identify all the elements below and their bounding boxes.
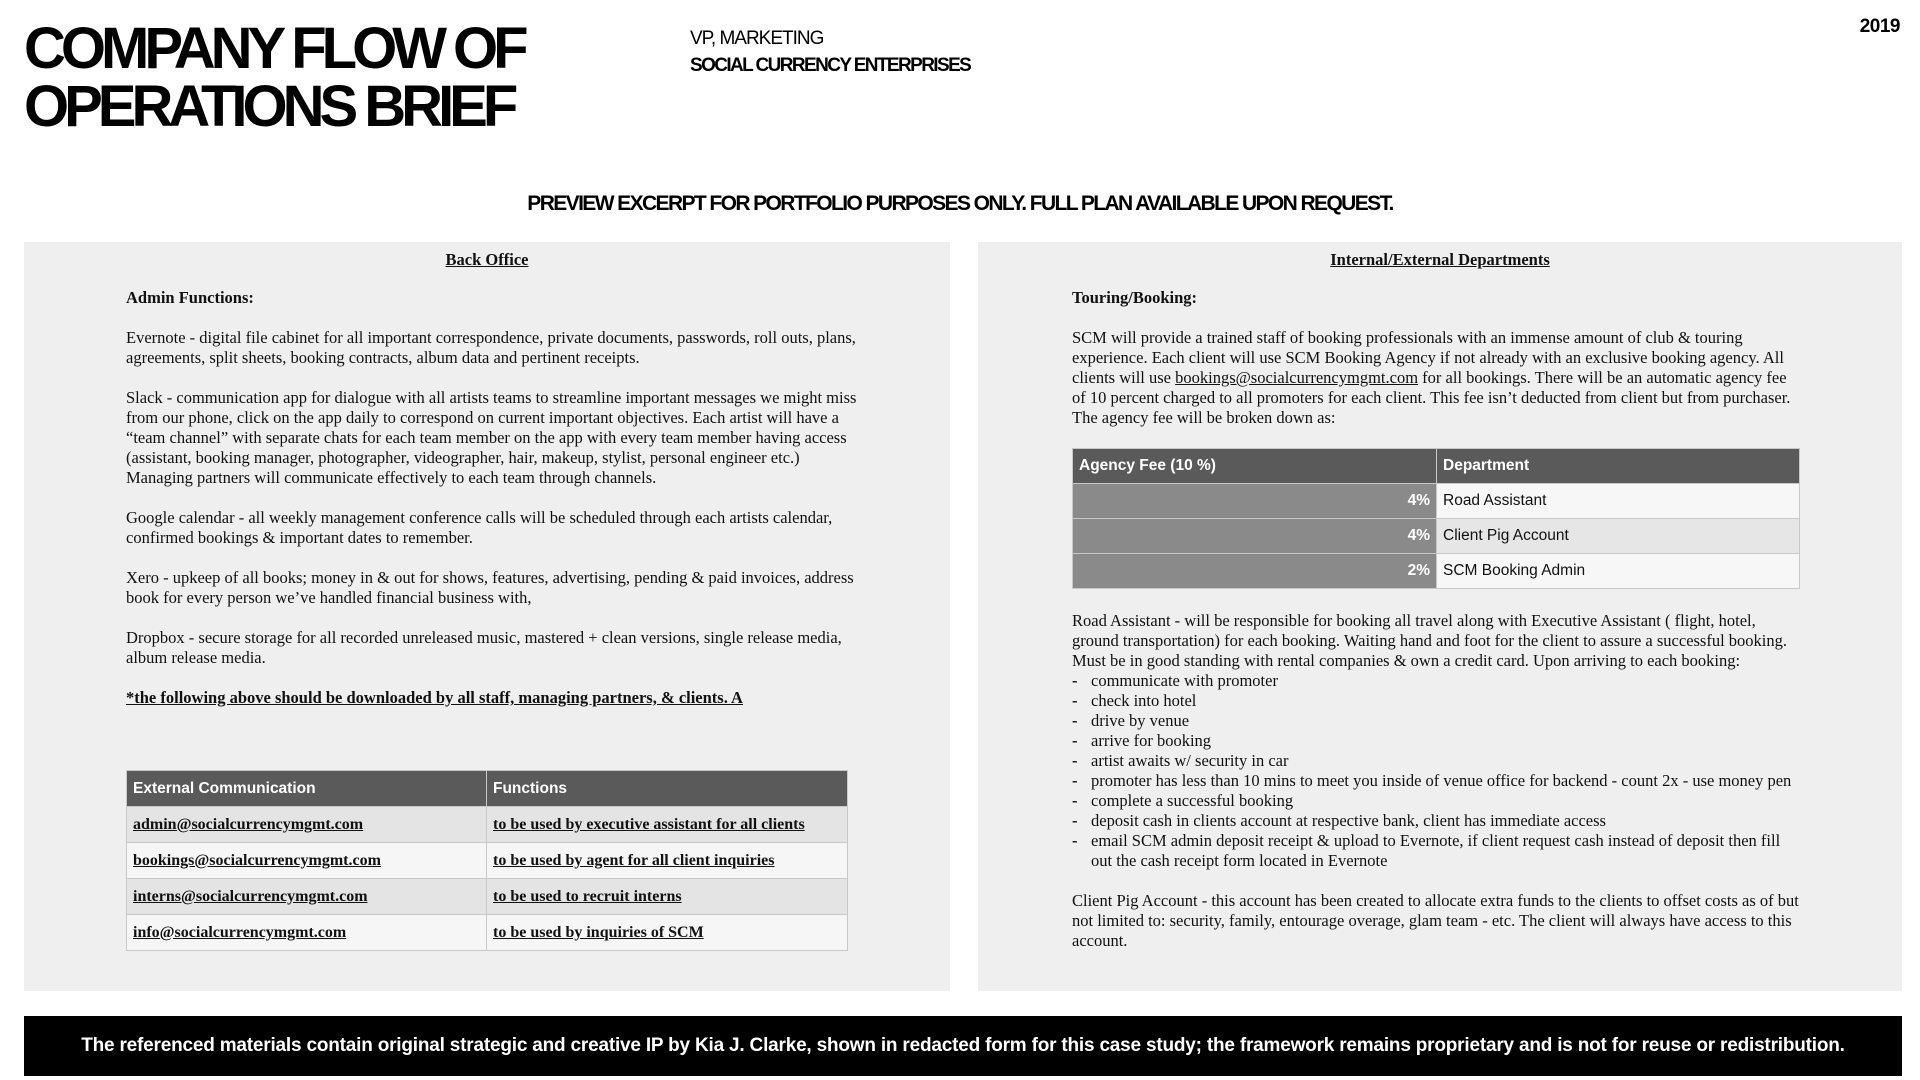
function-cell: to be used to recruit interns [487, 879, 848, 915]
fee-percent-cell: 4% [1073, 519, 1437, 554]
booking-steps-list [1072, 671, 1800, 871]
function-cell: to be used by inquiries of SCM [487, 915, 848, 951]
back-office-panel [24, 242, 950, 991]
road-assistant-paragraph: Road Assistant - will be responsible for booking all travel along with Executive Assistant ( flight, hotel, ground transportation) for each booking. Waiting hand and foot for the client to assure a successful booking. Must be in good standing with rental companies & own a credit card. Upon arriving to each booking: [1072, 611, 1788, 670]
admin-functions-subheading: Admin Functions: [126, 288, 254, 307]
touring-booking-subheading: Touring/Booking: [1072, 288, 1198, 307]
function-cell: to be used by agent for all client inquiries [487, 843, 848, 879]
table-row [127, 807, 848, 843]
ip-disclaimer-banner: The referenced materials contain original strategic and creative IP by Kia J. Clarke, shown in redacted form for this case study; the framework remains proprietary and is not for reuse or redistribution. [24, 1016, 1902, 1076]
agency-fee-table [1072, 448, 1800, 589]
column-header: Agency Fee (10 %) [1073, 449, 1437, 484]
list-item: - communicate with promoter [1072, 671, 1800, 691]
column-header: Department [1437, 449, 1800, 484]
departments-panel [978, 242, 1902, 991]
table-row [1073, 554, 1800, 589]
fee-percent-cell: 4% [1073, 484, 1437, 519]
email-cell[interactable]: bookings@socialcurrencymgmt.com [127, 843, 487, 879]
page-title [24, 16, 524, 139]
evernote-paragraph: Evernote - digital file cabinet for all important correspondence, private documents, passwords, roll outs, plans, agreements, split sheets, booking contracts, album data and pertinent receipts. [126, 328, 856, 367]
title-line-2: OPERATIONS BRIEF [24, 74, 514, 139]
download-note: *the following above should be downloaded by all staff, managing partners, & clients. A [126, 688, 743, 707]
department-cell: Road Assistant [1437, 484, 1800, 519]
email-cell[interactable]: interns@socialcurrencymgmt.com [127, 879, 487, 915]
list-item: - arrive for booking [1072, 731, 1800, 751]
admin-functions-content [126, 288, 866, 708]
preview-notice: PREVIEW EXCERPT FOR PORTFOLIO PURPOSES ONLY. FULL PLAN AVAILABLE UPON REQUEST. [527, 192, 1393, 215]
table-row [1073, 519, 1800, 554]
table-header-row [1073, 449, 1800, 484]
google-calendar-paragraph: Google calendar - all weekly management conference calls will be scheduled through each artists calendar, confirmed bookings & important dates to remember. [126, 508, 833, 547]
table-row [1073, 484, 1800, 519]
title-line-1: COMPANY FLOW OF [24, 16, 524, 81]
table-header-row [127, 771, 848, 807]
external-communication-table [126, 770, 848, 951]
dropbox-paragraph: Dropbox - secure storage for all recorded unreleased music, mastered + clean versions, single release media, album release media. [126, 628, 842, 667]
column-header: Functions [487, 771, 848, 807]
slack-paragraph: Slack - communication app for dialogue with all artists teams to streamline important messages we might miss from our phone, click on the app daily to correspond on current important objectives. Each artist will have a “team channel” with separate chats for each team member on the app with every team member having access (assistant, booking manager, photographer, videographer, hair, makeup, stylist, personal engineer etc.) Managing partners will communicate effectively to each team through channels. [126, 388, 857, 487]
list-item: - complete a successful booking [1072, 791, 1800, 811]
company-name: SOCIAL CURRENCY ENTERPRISES [690, 55, 971, 76]
email-cell[interactable]: admin@socialcurrencymgmt.com [127, 807, 487, 843]
booking-intro-paragraph [1072, 328, 1800, 428]
list-item: - drive by venue [1072, 711, 1800, 731]
touring-booking-content [1072, 288, 1800, 951]
back-office-heading: Back Office [445, 250, 529, 269]
author-role: VP, MARKETING [690, 28, 824, 49]
intro-text-after: for all bookings. There will be an automatic agency fee of 10 percent charged to all promoters for each client. This fee isn’t deducted from client but from purchaser. The agency fee will be broken down as: [1072, 368, 1791, 427]
year-label: 2019 [1859, 16, 1900, 37]
email-cell[interactable]: info@socialcurrencymgmt.com [127, 915, 487, 951]
function-cell: to be used by executive assistant for all clients [487, 807, 848, 843]
table-row [127, 915, 848, 951]
department-cell: Client Pig Account [1437, 519, 1800, 554]
list-item: - check into hotel [1072, 691, 1800, 711]
fee-percent-cell: 2% [1073, 554, 1437, 589]
xero-paragraph: Xero - upkeep of all books; money in & out for shows, features, advertising, pending & paid invoices, address book for every person we’ve handled financial business with, [126, 568, 854, 607]
department-cell: SCM Booking Admin [1437, 554, 1800, 589]
table-row [127, 843, 848, 879]
list-item: - deposit cash in clients account at respective bank, client has immediate access [1072, 811, 1800, 831]
list-item: - email SCM admin deposit receipt & upload to Evernote, if client request cash instead of deposit then fill out the cash receipt form located in Evernote [1072, 831, 1800, 871]
bookings-email-link[interactable]: bookings@socialcurrencymgmt.com [1175, 368, 1419, 387]
table-row [127, 879, 848, 915]
list-item: - promoter has less than 10 mins to meet you inside of venue office for backend - count 2x - use money pen [1072, 771, 1800, 791]
pig-account-paragraph: Client Pig Account - this account has been created to allocate extra funds to the clients to offset costs as of but not limited to: security, family, entourage overage, glam team - etc. The client will always have access to this account. [1072, 891, 1799, 950]
list-item: - artist awaits w/ security in car [1072, 751, 1800, 771]
departments-heading: Internal/External Departments [1330, 250, 1550, 269]
intro-text-before: SCM will provide a trained staff of booking professionals with an immense amount of club & touring experience. Each client will use SCM Booking Agency if not already with an exclusive booking agency. All clients will use [1072, 328, 1784, 387]
column-header: External Communication [127, 771, 487, 807]
